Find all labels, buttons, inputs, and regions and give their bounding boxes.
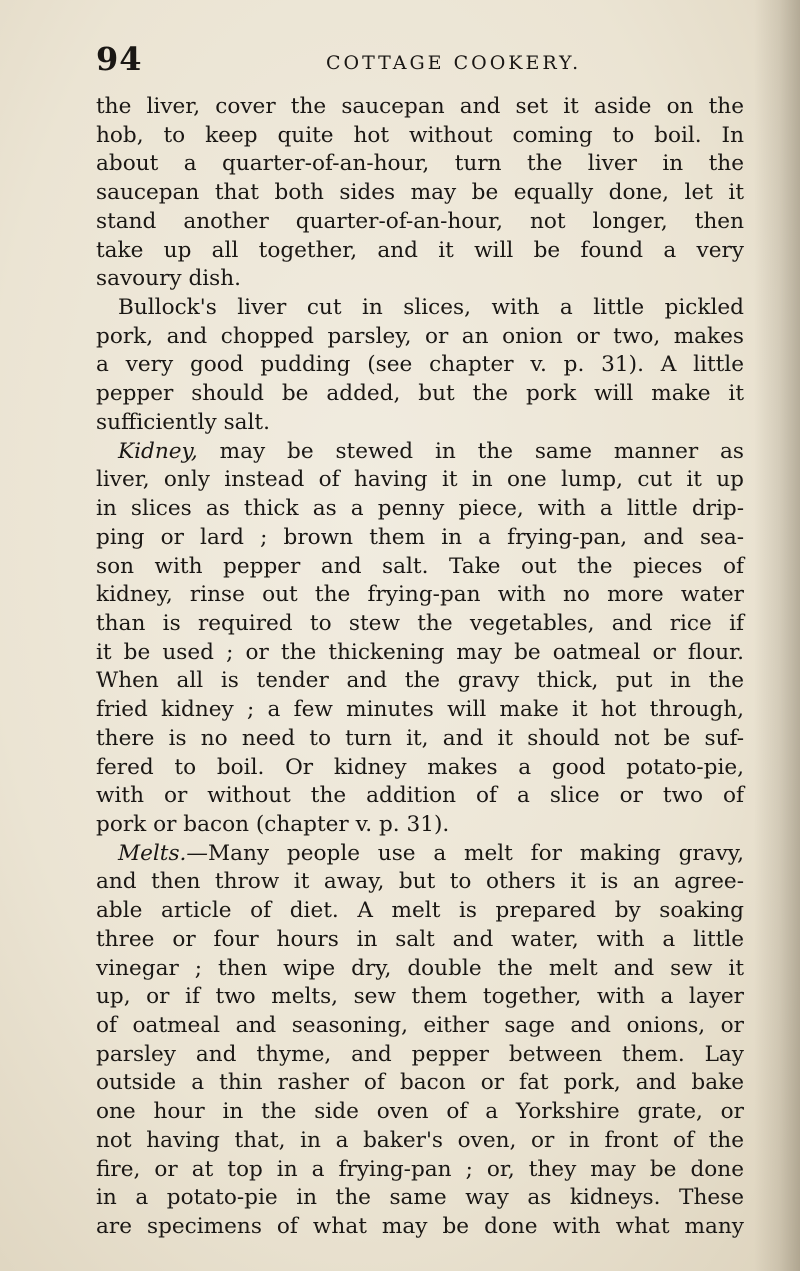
text-line: son with pepper and salt. Take out the pieces of bbox=[96, 553, 744, 579]
text-line: are specimens of what may be done with what many bbox=[96, 1214, 744, 1240]
text-line: kidney, rinse out the frying-pan with no more water bbox=[96, 582, 744, 608]
page-edge-shadow bbox=[754, 0, 800, 1271]
text-line: fried kidney ; a few minutes will make it hot through, bbox=[96, 697, 744, 723]
text-line: not having that, in a baker's oven, or in front of the bbox=[96, 1127, 744, 1153]
text-line: one hour in the side oven of a Yorkshire grate, or bbox=[96, 1099, 744, 1125]
text-line: sufficiently salt. bbox=[96, 409, 270, 435]
text-line-melts-lead bbox=[96, 840, 744, 869]
text-line: When all is tender and the gravy thick, put in the bbox=[96, 668, 744, 694]
text-line: there is no need to turn it, and it should not be suf- bbox=[96, 725, 744, 751]
text-line: vinegar ; then wipe dry, double the melt and sew it bbox=[96, 955, 744, 981]
text-line: a very good pudding (see chapter v. p. 31). A little bbox=[96, 352, 744, 378]
text-line-rest: Many people use a melt for making gravy, bbox=[208, 840, 744, 866]
text-line: fire, or at top in a frying-pan ; or, they may be done bbox=[96, 1156, 744, 1182]
text-line: in a potato-pie in the same way as kidneys. These bbox=[96, 1185, 744, 1211]
text-line: ping or lard ; brown them in a frying-pan, and sea- bbox=[96, 524, 744, 550]
text-line: hob, to keep quite hot without coming to boil. In bbox=[96, 122, 744, 148]
text-line: pepper should be added, but the pork will make it bbox=[96, 381, 744, 407]
running-head: COTTAGE COOKERY. bbox=[326, 52, 582, 74]
text-line-rest: may be stewed in the same manner as bbox=[219, 438, 744, 464]
text-line: outside a thin rasher of bacon or fat pork, and bake bbox=[96, 1070, 744, 1096]
page-header bbox=[96, 40, 736, 80]
text-line: with or without the addition of a slice or two of bbox=[96, 783, 744, 809]
text-line: Bullock's liver cut in slices, with a little pickled bbox=[118, 295, 744, 321]
text-line: it be used ; or the thickening may be oatmeal or flour. bbox=[96, 639, 744, 665]
text-line: able article of diet. A melt is prepared by soaking bbox=[96, 898, 744, 924]
text-line: than is required to stew the vegetables, and rice if bbox=[96, 610, 744, 636]
text-line: about a quarter-of-an-hour, turn the liver in the bbox=[96, 151, 744, 177]
text-line: up, or if two melts, sew them together, with a layer bbox=[96, 984, 744, 1010]
text-line: savoury dish. bbox=[96, 266, 242, 292]
italic-lead-melts: Melts.— bbox=[118, 840, 209, 866]
text-line-kidney-lead bbox=[96, 438, 744, 467]
text-line: take up all together, and it will be found a very bbox=[96, 237, 744, 263]
body-text bbox=[96, 93, 744, 1242]
text-line: three or four hours in salt and water, with a little bbox=[96, 926, 744, 952]
text-line: liver, only instead of having it in one lump, cut it up bbox=[96, 467, 744, 493]
text-line: pork or bacon (chapter v. p. 31). bbox=[96, 811, 450, 837]
text-line: and then throw it away, but to others it is an agree- bbox=[96, 869, 744, 895]
text-line: in slices as thick as a penny piece, with a little drip- bbox=[96, 496, 744, 522]
text-line: stand another quarter-of-an-hour, not longer, then bbox=[96, 208, 744, 234]
text-line: of oatmeal and seasoning, either sage and onions, or bbox=[96, 1013, 744, 1038]
text-line: parsley and thyme, and pepper between them. Lay bbox=[96, 1041, 744, 1067]
italic-lead-kidney: Kidney, bbox=[118, 438, 198, 464]
page-number: 94 bbox=[96, 40, 143, 78]
text-line: the liver, cover the saucepan and set it aside on the bbox=[96, 94, 744, 119]
text-line: fered to boil. Or kidney makes a good potato-pie, bbox=[96, 754, 744, 780]
text-line: pork, and chopped parsley, or an onion or two, makes bbox=[96, 323, 744, 349]
text-line: saucepan that both sides may be equally done, let it bbox=[96, 180, 744, 206]
